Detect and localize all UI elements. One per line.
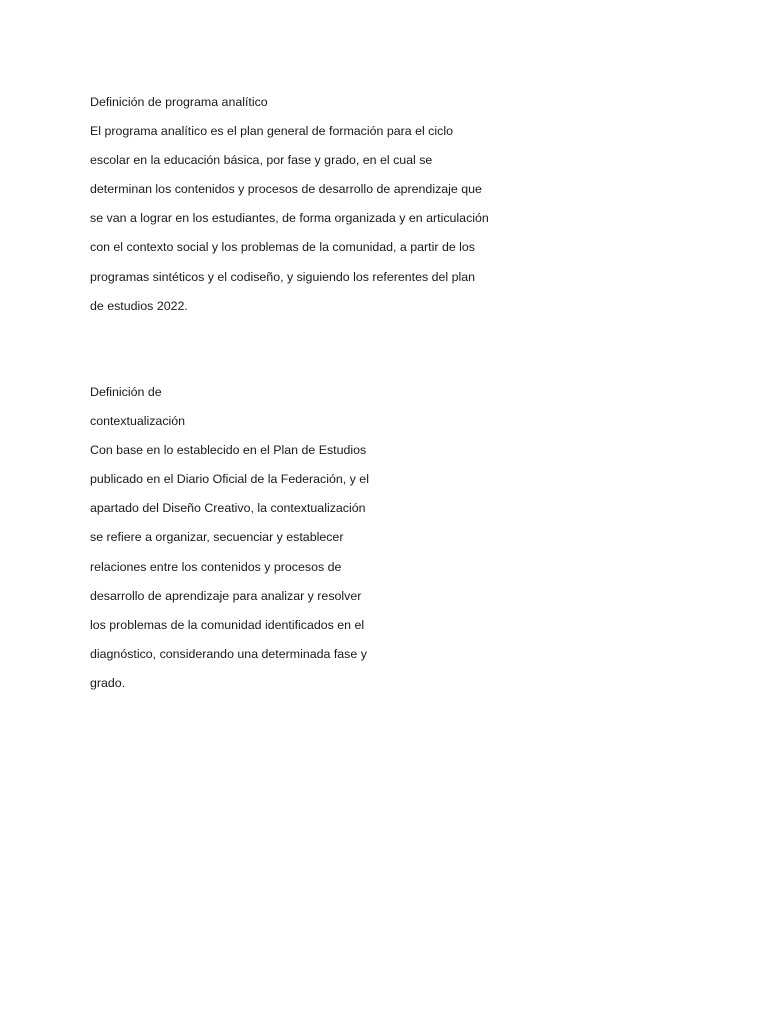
- paragraph-line: relaciones entre los contenidos y procesos de: [90, 559, 342, 574]
- paragraph-line: programas sintéticos y el codiseño, y siguiendo los referentes del plan: [90, 269, 476, 284]
- section-heading: contextualización: [90, 414, 186, 429]
- paragraph-line: publicado en el Diario Oficial de la Federación, y el: [90, 472, 369, 487]
- paragraph-line: grado.: [90, 675, 126, 690]
- paragraph-line: se refiere a organizar, secuenciar y establecer: [90, 530, 344, 545]
- paragraph-line: determinan los contenidos y procesos de desarrollo de aprendizaje que: [90, 182, 482, 197]
- section-contextualizacion: [90, 378, 390, 698]
- paragraph-line: apartado del Diseño Creativo, la contextualización: [90, 501, 366, 516]
- paragraph-line: El programa analítico es el plan general de formación para el ciclo: [90, 124, 453, 139]
- paragraph-line: se van a lograr en los estudiantes, de forma organizada y en articulación: [90, 211, 489, 226]
- paragraph-line: de estudios 2022.: [90, 298, 188, 313]
- section-programa-analitico: [90, 88, 510, 321]
- paragraph-line: con el contexto social y los problemas de la comunidad, a partir de los: [90, 240, 476, 255]
- section-heading: Definición de: [90, 385, 162, 399]
- paragraph-line: los problemas de la comunidad identificados en el: [90, 617, 365, 632]
- paragraph-line: diagnóstico, considerando una determinada fase y: [90, 646, 367, 661]
- section-heading: Definición de programa analítico: [90, 95, 268, 109]
- paragraph-line: escolar en la educación básica, por fase y grado, en el cual se: [90, 153, 433, 168]
- paragraph-line: desarrollo de aprendizaje para analizar y resolver: [90, 588, 362, 603]
- paragraph-line: Con base en lo establecido en el Plan de Estudios: [90, 443, 367, 458]
